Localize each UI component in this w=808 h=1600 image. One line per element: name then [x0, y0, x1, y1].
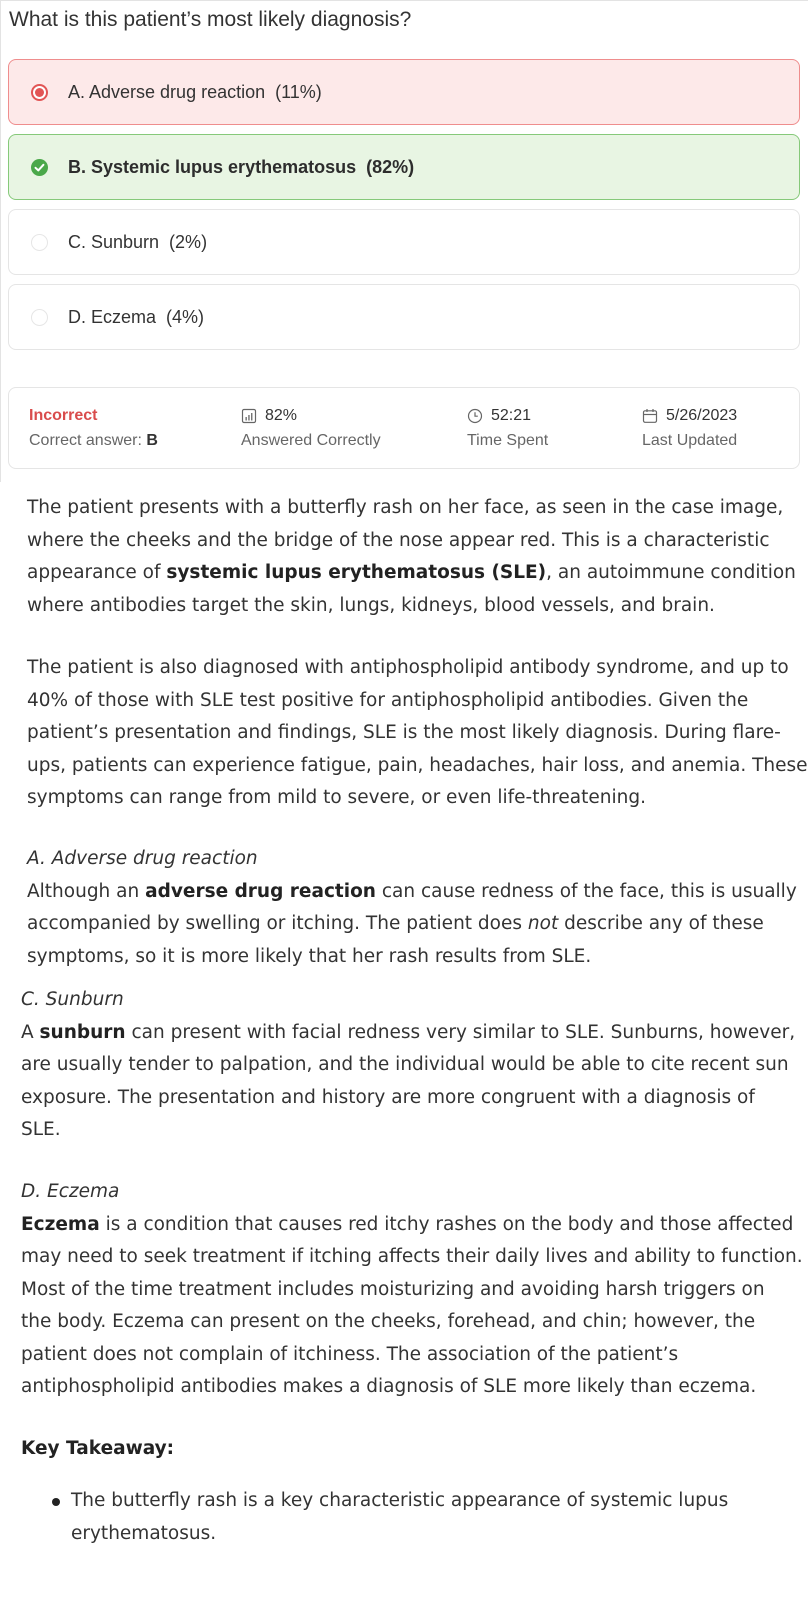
key-takeaway-item: The butterfly rash is a key characteristic appearance of systemic lupus erythematosus.	[71, 1490, 729, 1544]
key-takeaway-heading: Key Takeaway:	[21, 1438, 175, 1459]
percent-correct-stat	[241, 406, 381, 450]
percent-label: Answered Correctly	[241, 432, 381, 449]
option-label: A. Adverse drug reaction (11%)	[68, 81, 322, 102]
last-updated-stat	[642, 406, 737, 450]
time-spent-stat	[467, 406, 548, 450]
incorrect-label: Incorrect	[29, 407, 98, 424]
radio-empty-icon	[31, 234, 48, 251]
date-value: 5/26/2023	[666, 407, 738, 424]
radio-selected-icon	[31, 84, 48, 101]
bar-chart-icon	[241, 408, 257, 424]
option-label: C. Sunburn (2%)	[68, 231, 208, 252]
percent-value: 82%	[265, 407, 298, 424]
correct-answer-text: Correct answer: B	[29, 432, 158, 449]
explanation-paragraph-2: The patient is also diagnosed with antiphospholipid antibody syndrome, and up to 40% of those with SLE test positive for antiphospholipid antibodies. Given the patient’s presentation and findings, SLE is the most likely diagnosis. During flare- ups, patients can experience fatigue, pain, headaches, hair loss, and anemia. These symptoms can range from mild to severe, or even life-threatening.	[27, 657, 808, 808]
result-status	[29, 406, 158, 450]
check-circle-icon	[31, 159, 48, 176]
option-a[interactable]	[8, 59, 800, 125]
date-label: Last Updated	[642, 432, 738, 449]
result-stats-card	[8, 387, 800, 469]
explanation-paragraph-1: The patient presents with a butterfly rash on her face, as seen in the case image, where the cheeks and the bridge of the nose appear red. This is a characteristic appearance of systemic lupus erythematosus (SLE), an autoimmune condition where antibodies target the skin, lungs, kidneys, blood vessels, and brain.	[27, 497, 796, 616]
option-label: D. Eczema (4%)	[68, 306, 205, 327]
option-a-explanation: A. Adverse drug reaction Although an adverse drug reaction can cause redness of the face, this is usually accompanied by swelling or itching. The patient does not describe any of these symptoms, so it is more likely that her rash results from SLE.	[27, 843, 797, 973]
radio-empty-icon	[31, 309, 48, 326]
option-c-heading: C. Sunburn	[21, 989, 124, 1010]
time-label: Time Spent	[467, 432, 549, 449]
bullet-icon	[52, 1498, 62, 1508]
option-c-explanation: C. Sunburn A sunburn can present with facial redness very similar to SLE. Sunburns, however, are usually tender to palpation, and the individual would be able to cite recent sun exposure. The presentation and history are more congruent with a diagnosis of SLE.	[21, 984, 795, 1147]
option-d-explanation: D. Eczema Eczema is a condition that causes red itchy rashes on the body and those affected may need to seek treatment if itching affects their daily lives and ability to function. Most of the time treatment includes moisturizing and avoiding harsh triggers on the body. Eczema can present on the cheeks, forehead, and chin; however, the patient does not complain of itchiness. The association of the patient’s antiphospholipid antibodies makes a diagnosis of SLE more likely than eczema.	[21, 1176, 803, 1404]
option-d-heading: D. Eczema	[21, 1181, 120, 1202]
clock-icon	[467, 408, 483, 424]
option-label: B. Systemic lupus erythematosus (82%)	[68, 156, 415, 177]
time-value: 52:21	[491, 407, 532, 424]
calendar-icon	[642, 408, 658, 424]
option-c[interactable]	[8, 209, 800, 275]
question-panel	[0, 0, 808, 482]
option-d[interactable]	[8, 284, 800, 350]
option-a-heading: A. Adverse drug reaction	[27, 848, 258, 869]
option-b[interactable]	[8, 134, 800, 200]
question-text: What is this patient’s most likely diagnosis?	[9, 8, 412, 31]
